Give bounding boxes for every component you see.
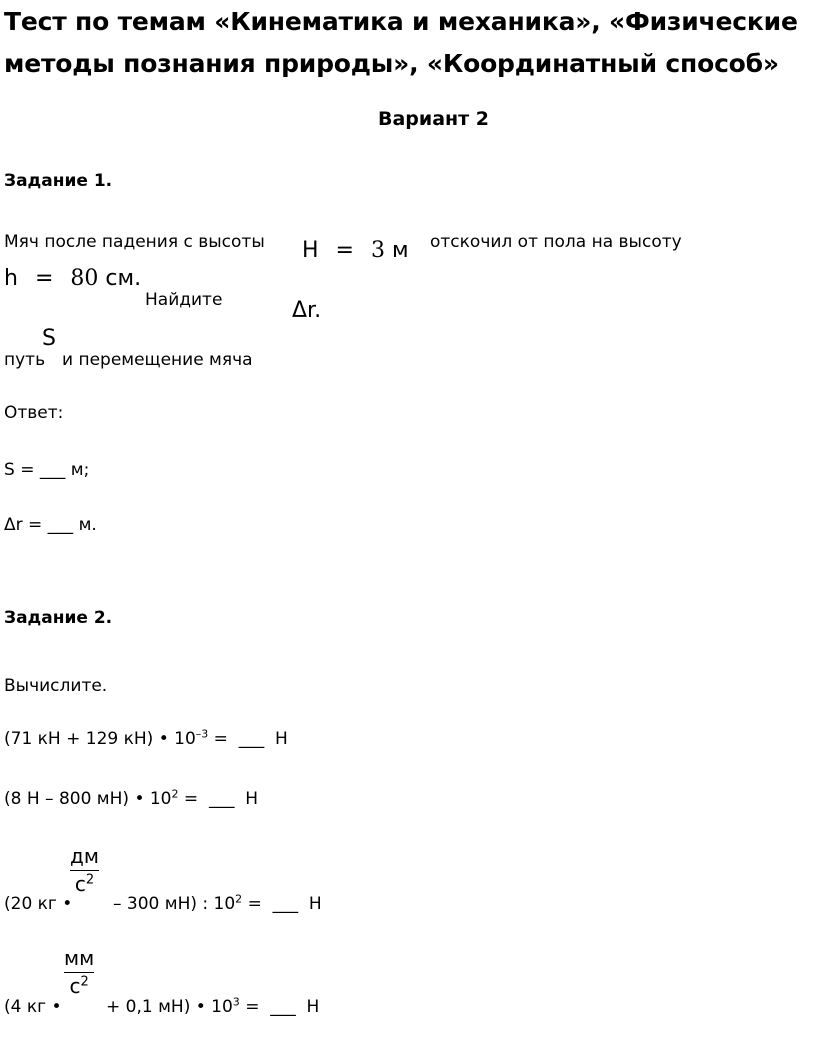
variant-label: Вариант 2 [378, 108, 490, 130]
formula-S: S [42, 326, 56, 351]
task1-text-path: путь [4, 350, 46, 370]
title-line-1: Тест по темам «Кинематика и механика», «Физические [4, 7, 798, 36]
task2-line-1: (71 кН + 129 кН) • $10^{-3}$ = ___ Н [4, 727, 288, 749]
formula-H: H = 3 м [302, 238, 409, 263]
task1-text-find: Найдите [145, 290, 223, 310]
task1-text-move: и перемещение мяча [62, 350, 253, 370]
formula-h: h = 80 см. [4, 266, 142, 291]
task2-line-3-post: – 300 мН) : $10^2$ = ___ Н [113, 892, 322, 914]
formula-delta-r: Δr. [292, 298, 322, 323]
task2-heading: Задание 2. [4, 608, 113, 628]
task1-heading: Задание 1. [4, 171, 113, 191]
title-line-2: методы познания природы», «Координатный способ» [4, 49, 779, 78]
task1-text-b: отскочил от пола на высоту [430, 232, 682, 252]
fraction-dm-per-s2: дм $с^2$ [70, 844, 99, 896]
answer-label: Ответ: [4, 403, 64, 423]
fraction-mm-per-s2: мм $с^2$ [64, 946, 95, 998]
task2-line-2: (8 Н – 800 мН) • $10^2$ = ___ Н [4, 787, 259, 809]
task2-line-4-pre: (4 кг • [4, 997, 62, 1017]
task1-text-a: Мяч после падения с высоты [4, 232, 265, 252]
answer-delta-r: Δr = ___ м. [4, 515, 97, 535]
answer-s: S = ___ м; [4, 460, 90, 480]
task2-line-4-post: + 0,1 мН) • $10^3$ = ___ Н [106, 995, 320, 1017]
task2-line-3-pre: (20 кг • [4, 894, 73, 914]
task2-instruction: Вычислите. [4, 676, 108, 696]
